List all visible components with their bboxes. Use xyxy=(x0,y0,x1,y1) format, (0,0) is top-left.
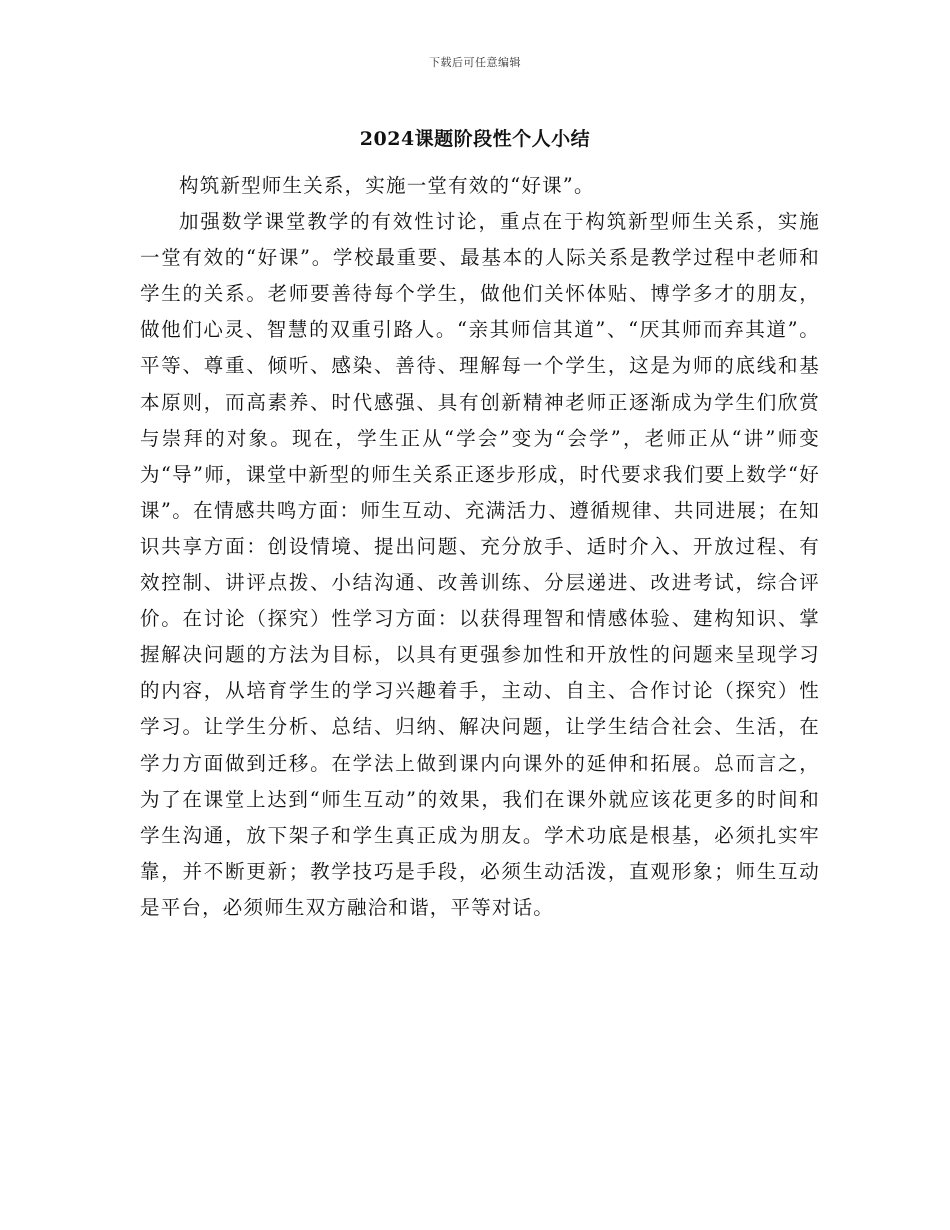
paragraph-main: 加强数学课堂教学的有效性讨论，重点在于构筑新型师生关系，实施一堂有效的“好课”。学校最重要、最基本的人际关系是教学过程中老师和学生的关系。老师要善待每个学生，做他们关怀体贴、博学多才的朋友，做他们心灵、智慧的双重引路人。“亲其师信其道”、“厌其师而弃其道”。平等、尊重、倾听、感染、善待、理解每一个学生，这是为师的底线和基本原则，而高素养、时代感强、具有创新精神老师正逐渐成为学生们欣赏与崇拜的对象。现在，学生正从“学会”变为“会学”，老师正从“讲”师变为“导”师，课堂中新型的师生关系正逐步形成，时代要求我们要上数学“好课”。在情感共鸣方面：师生互动、充满活力、遵循规律、共同进展；在知识共享方面：创设情境、提出问题、充分放手、适时介入、开放过程、有效控制、讲评点拨、小结沟通、改善训练、分层递进、改进考试，综合评价。在讨论（探究）性学习方面：以获得理智和情感体验、建构知识、掌握解决问题的方法为目标，以具有更强参加性和开放性的问题来呈现学习的内容，从培育学生的学习兴趣着手，主动、自主、合作讨论（探究）性学习。让学生分析、总结、归纳、解决问题，让学生结合社会、生活，在学力方面做到迁移。在学法上做到课内向课外的延伸和拓展。总而言之，为了在课堂上达到“师生互动”的效果，我们在课外就应该花更多的时间和学生沟通，放下架子和学生真正成为朋友。学术功底是根基，必须扎实牢靠，并不断更新；教学技巧是手段，必须生动活泼，直观形象；师生互动是平台，必须师生双方融洽和谐，平等对话。 xyxy=(140,210,820,919)
header-note: 下载后可任意编辑 xyxy=(429,56,521,69)
paragraph-lead: 构筑新型师生关系，实施一堂有效的“好课”。 xyxy=(179,174,595,197)
document-body xyxy=(140,168,820,926)
document-title: 2024课题阶段性个人小结 xyxy=(359,128,591,150)
